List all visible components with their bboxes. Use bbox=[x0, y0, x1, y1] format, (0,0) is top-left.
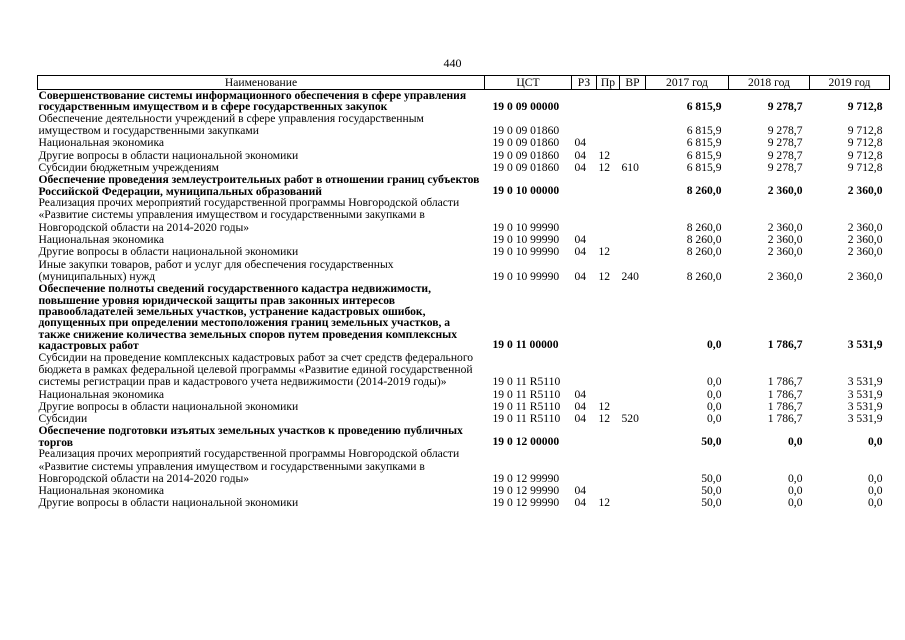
row-name: Другие вопросы в области национальной экономики bbox=[38, 245, 299, 259]
row-value-2019: 2 360,0 bbox=[847, 269, 883, 283]
table-row bbox=[38, 197, 890, 234]
row-value-2018: 0,0 bbox=[788, 471, 803, 485]
row-value-2017: 8 260,0 bbox=[686, 220, 722, 234]
row-vr bbox=[620, 389, 646, 401]
row-cst: 19 0 10 00000 bbox=[492, 183, 560, 197]
row-rz: 04 bbox=[574, 136, 587, 150]
row-rz: 04 bbox=[574, 496, 587, 510]
row-vr bbox=[620, 197, 646, 234]
row-pr bbox=[597, 389, 620, 401]
table-row bbox=[38, 283, 890, 351]
row-value-2018: 9 278,7 bbox=[767, 148, 803, 162]
row-value-2017: 0,0 bbox=[707, 338, 722, 352]
row-value-2017: 0,0 bbox=[707, 375, 722, 389]
row-name: Другие вопросы в области национальной экономики bbox=[38, 399, 299, 413]
table-row bbox=[38, 174, 890, 197]
header-2017: 2017 год bbox=[646, 76, 729, 90]
row-cst: 19 0 12 99990 bbox=[492, 484, 560, 498]
row-vr bbox=[620, 283, 646, 351]
row-value-2018: 2 360,0 bbox=[767, 183, 803, 197]
row-value-2018: 0,0 bbox=[788, 434, 803, 448]
row-cst: 19 0 09 01860 bbox=[492, 136, 560, 150]
row-pr bbox=[597, 352, 620, 389]
row-rz bbox=[572, 90, 597, 113]
row-pr bbox=[597, 197, 620, 234]
row-vr bbox=[620, 246, 646, 258]
row-name: Обеспечение проведения землеустроительных работ в отношении границ субъектов Российской Федерации, муниципальных образований bbox=[38, 173, 480, 198]
row-name: Национальная экономика bbox=[38, 484, 165, 498]
row-value-2019: 0,0 bbox=[868, 471, 883, 485]
row-value-2019: 3 531,9 bbox=[847, 412, 883, 426]
row-pr: 12 bbox=[598, 412, 611, 426]
row-vr bbox=[620, 425, 646, 448]
row-vr bbox=[620, 174, 646, 197]
row-value-2019: 0,0 bbox=[868, 434, 883, 448]
row-pr bbox=[597, 425, 620, 448]
row-value-2017: 6 815,9 bbox=[686, 161, 722, 174]
row-name: Национальная экономика bbox=[38, 136, 165, 150]
budget-table bbox=[37, 75, 890, 510]
row-rz bbox=[572, 425, 597, 448]
row-vr bbox=[620, 113, 646, 138]
row-vr bbox=[620, 90, 646, 113]
row-rz bbox=[572, 352, 597, 389]
row-cst: 19 0 11 R5110 bbox=[492, 412, 561, 426]
table-row bbox=[38, 425, 890, 448]
row-name: Субсидии на проведение комплексных кадастровых работ за счет средств федерального бюджета в рамках федеральной целевой программы «Развитие единой государственной системы регистрации прав и кадастрового учета недвижимости (2014-2019 годы)» bbox=[38, 350, 474, 389]
row-value-2019: 2 360,0 bbox=[847, 233, 883, 246]
row-value-2019: 3 531,9 bbox=[847, 338, 883, 352]
row-rz bbox=[572, 283, 597, 351]
row-name: Субсидии bbox=[38, 412, 88, 426]
row-pr: 12 bbox=[598, 399, 611, 413]
row-pr: 12 bbox=[598, 269, 611, 283]
row-name: Национальная экономика bbox=[38, 233, 165, 246]
row-value-2019: 9 712,8 bbox=[847, 161, 883, 174]
row-value-2017: 8 260,0 bbox=[686, 269, 722, 283]
row-value-2019: 2 360,0 bbox=[847, 220, 883, 234]
row-value-2018: 2 360,0 bbox=[767, 233, 803, 246]
row-vr: 610 bbox=[621, 161, 639, 174]
header-pr: Пр bbox=[597, 76, 620, 90]
row-name: Субсидии бюджетным учреждениям bbox=[38, 161, 219, 174]
row-cst: 19 0 11 00000 bbox=[492, 338, 559, 352]
row-value-2018: 2 360,0 bbox=[767, 220, 803, 234]
table-row bbox=[38, 90, 890, 113]
header-2019: 2019 год bbox=[810, 76, 890, 90]
row-value-2019: 3 531,9 bbox=[847, 399, 883, 413]
row-value-2019: 9 712,8 bbox=[847, 99, 883, 113]
row-rz bbox=[572, 197, 597, 234]
header-rz: РЗ bbox=[572, 76, 597, 90]
row-value-2018: 1 786,7 bbox=[767, 399, 803, 413]
row-cst: 19 0 11 R5110 bbox=[492, 375, 561, 389]
header-cst: ЦСТ bbox=[485, 76, 572, 90]
row-value-2019: 9 712,8 bbox=[847, 148, 883, 162]
row-vr: 520 bbox=[621, 412, 639, 426]
row-value-2019: 2 360,0 bbox=[847, 245, 883, 259]
header-vr: ВР bbox=[620, 76, 646, 90]
row-value-2017: 6 815,9 bbox=[686, 136, 722, 150]
row-cst: 19 0 09 01860 bbox=[492, 148, 560, 162]
row-cst: 19 0 10 99990 bbox=[492, 233, 560, 246]
row-name: Реализация прочих мероприятий государственной программы Новгородской области «Развитие системы управления имуществом и государственными закупками в Новгородской области на 2014-2020 годы» bbox=[38, 196, 460, 234]
row-value-2018: 9 278,7 bbox=[767, 124, 803, 138]
row-rz: 04 bbox=[574, 399, 587, 413]
row-rz: 04 bbox=[574, 148, 587, 162]
table-row bbox=[38, 259, 890, 284]
table-row bbox=[38, 389, 890, 401]
row-rz bbox=[572, 174, 597, 197]
row-value-2017: 8 260,0 bbox=[686, 245, 722, 259]
row-vr: 240 bbox=[621, 269, 639, 283]
row-cst: 19 0 11 R5110 bbox=[492, 387, 561, 401]
row-vr bbox=[620, 448, 646, 485]
row-value-2017: 50,0 bbox=[701, 434, 722, 448]
row-value-2018: 0,0 bbox=[788, 496, 803, 510]
row-value-2019: 2 360,0 bbox=[847, 183, 883, 197]
row-vr bbox=[620, 485, 646, 497]
table-row bbox=[38, 448, 890, 485]
row-name: Совершенствование системы информационного обеспечения в сфере управления государственным имуществом и в сфере государственных закупок bbox=[38, 89, 467, 114]
row-pr bbox=[597, 448, 620, 485]
row-value-2017: 6 815,9 bbox=[686, 99, 722, 113]
table-header bbox=[38, 76, 890, 90]
table-row bbox=[38, 246, 890, 258]
row-pr: 12 bbox=[598, 148, 611, 162]
row-rz bbox=[572, 113, 597, 138]
row-cst: 19 0 10 99990 bbox=[492, 245, 560, 259]
row-cst: 19 0 11 R5110 bbox=[492, 399, 561, 413]
row-cst: 19 0 12 99990 bbox=[492, 496, 560, 510]
row-vr bbox=[620, 234, 646, 246]
row-cst: 19 0 12 99990 bbox=[492, 471, 560, 485]
row-value-2017: 6 815,9 bbox=[686, 148, 722, 162]
row-vr bbox=[620, 137, 646, 149]
row-name: Реализация прочих мероприятий государственной программы Новгородской области «Развитие системы управления имуществом и государственными закупками в Новгородской области на 2014-2020 годы» bbox=[38, 447, 460, 485]
row-rz: 04 bbox=[574, 387, 587, 401]
table-row bbox=[38, 352, 890, 389]
row-value-2017: 0,0 bbox=[707, 399, 722, 413]
row-value-2017: 50,0 bbox=[701, 484, 722, 498]
row-name: Обеспечение полноты сведений государственного кадастра недвижимости, повышение уровня юридической защиты прав законных интересов правообладателей земельных участков, устранение кадастровых ошибок, допущенных при определении местоположения границ земельных участков, а также снижение количества земельных споров путем проведения комплексных кадастровых работ bbox=[38, 282, 457, 353]
row-value-2018: 1 786,7 bbox=[767, 412, 803, 426]
row-value-2018: 9 278,7 bbox=[767, 161, 803, 174]
row-rz: 04 bbox=[574, 484, 587, 498]
row-pr bbox=[597, 283, 620, 351]
row-value-2017: 50,0 bbox=[701, 496, 722, 510]
row-name: Другие вопросы в области национальной экономики bbox=[38, 148, 299, 162]
row-value-2017: 50,0 bbox=[701, 471, 722, 485]
row-cst: 19 0 10 99990 bbox=[492, 269, 560, 283]
header-name: Наименование bbox=[38, 76, 485, 90]
row-value-2018: 1 786,7 bbox=[767, 338, 803, 352]
row-name: Иные закупки товаров, работ и услуг для обеспечения государственных (муниципальных) нужд bbox=[38, 257, 394, 283]
row-rz: 04 bbox=[574, 161, 587, 174]
row-value-2017: 8 260,0 bbox=[686, 233, 722, 246]
row-pr bbox=[597, 137, 620, 149]
table-row bbox=[38, 401, 890, 413]
row-value-2018: 0,0 bbox=[788, 484, 803, 498]
table-row bbox=[38, 113, 890, 138]
row-value-2017: 0,0 bbox=[707, 412, 722, 426]
header-2018: 2018 год bbox=[729, 76, 810, 90]
row-value-2018: 9 278,7 bbox=[767, 136, 803, 150]
row-pr bbox=[597, 90, 620, 113]
page-number: 440 bbox=[443, 56, 462, 70]
row-pr: 12 bbox=[598, 161, 611, 174]
row-rz: 04 bbox=[574, 412, 587, 426]
row-value-2017: 8 260,0 bbox=[686, 183, 722, 197]
row-value-2018: 1 786,7 bbox=[767, 387, 803, 401]
row-value-2019: 9 712,8 bbox=[847, 124, 883, 138]
row-name: Другие вопросы в области национальной экономики bbox=[38, 496, 299, 510]
row-value-2018: 2 360,0 bbox=[767, 269, 803, 283]
table-row bbox=[38, 137, 890, 149]
table-body bbox=[38, 90, 890, 510]
row-rz: 04 bbox=[574, 245, 587, 259]
row-value-2017: 6 815,9 bbox=[686, 124, 722, 138]
row-name: Обеспечение подготовки изъятых земельных участков к проведению публичных торгов bbox=[38, 424, 463, 449]
row-rz bbox=[572, 448, 597, 485]
row-value-2019: 3 531,9 bbox=[847, 375, 883, 389]
row-pr: 12 bbox=[598, 245, 611, 259]
row-vr bbox=[620, 497, 646, 509]
row-value-2017: 0,0 bbox=[707, 387, 722, 401]
row-cst: 19 0 12 00000 bbox=[492, 434, 560, 448]
table-row bbox=[38, 497, 890, 509]
row-value-2019: 0,0 bbox=[868, 496, 883, 510]
row-cst: 19 0 09 00000 bbox=[492, 99, 560, 113]
row-value-2019: 3 531,9 bbox=[847, 387, 883, 401]
row-vr bbox=[620, 352, 646, 389]
row-cst: 19 0 09 01860 bbox=[492, 124, 560, 138]
row-value-2019: 0,0 bbox=[868, 484, 883, 498]
row-rz: 04 bbox=[574, 269, 587, 283]
row-value-2018: 9 278,7 bbox=[767, 99, 803, 113]
row-rz: 04 bbox=[574, 233, 587, 246]
row-pr bbox=[597, 113, 620, 138]
row-name: Обеспечение деятельности учреждений в сфере управления государственным имуществом и государственными закупками bbox=[38, 111, 424, 138]
row-value-2018: 1 786,7 bbox=[767, 375, 803, 389]
row-name: Национальная экономика bbox=[38, 387, 165, 401]
row-pr bbox=[597, 174, 620, 197]
row-value-2018: 2 360,0 bbox=[767, 245, 803, 259]
row-value-2019: 9 712,8 bbox=[847, 136, 883, 150]
row-cst: 19 0 09 01860 bbox=[492, 161, 560, 174]
row-cst: 19 0 10 99990 bbox=[492, 220, 560, 234]
row-pr: 12 bbox=[598, 496, 611, 510]
